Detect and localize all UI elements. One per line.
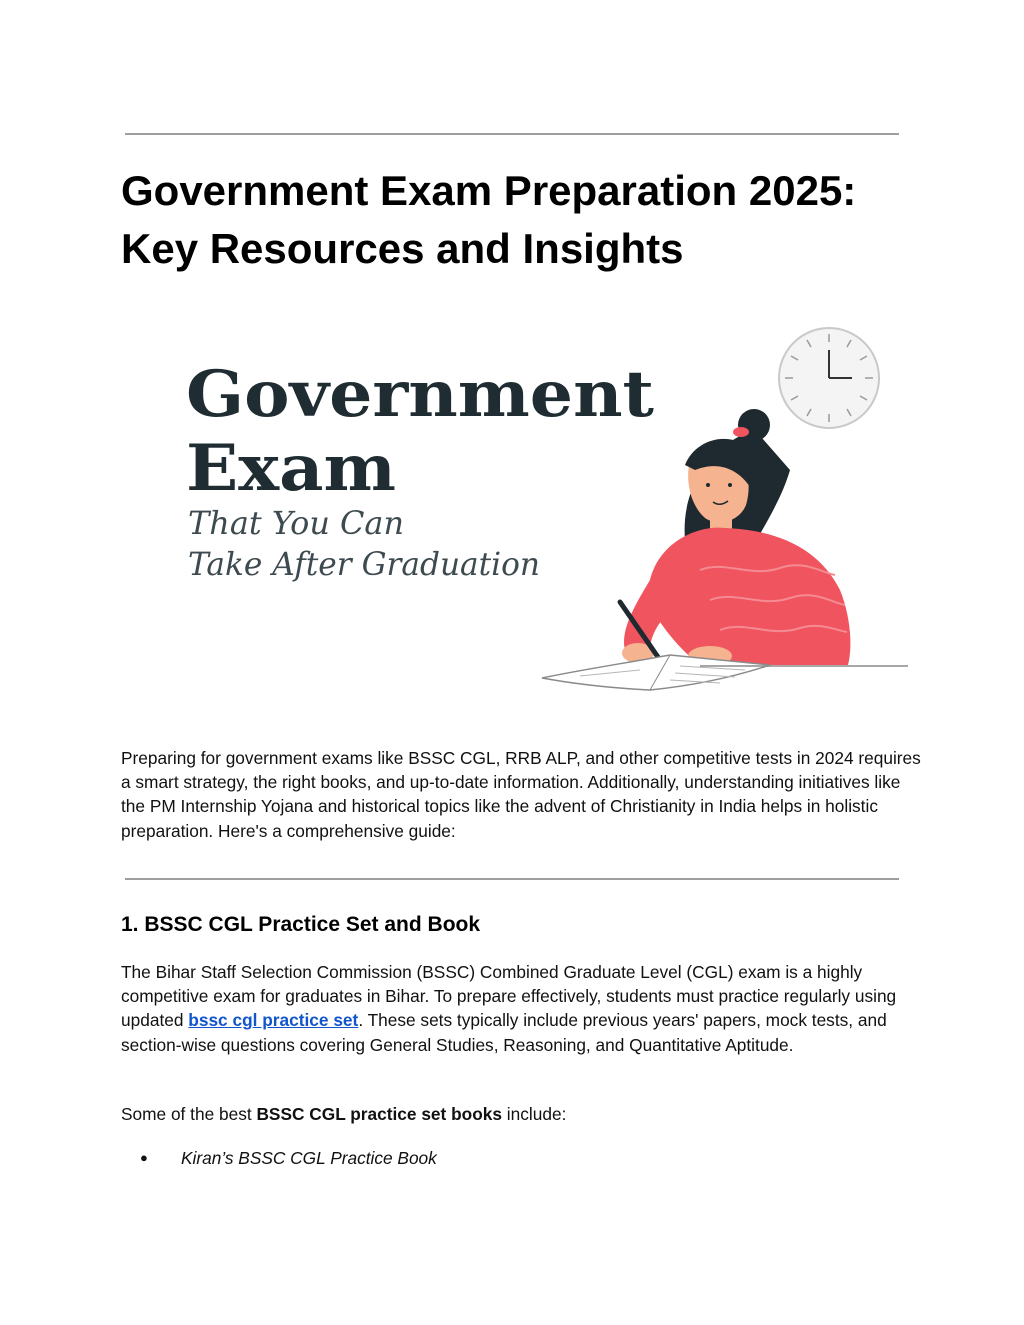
hero-subline-2: Take After Graduation [188, 545, 540, 583]
bssc-para-text-after-link: . These sets typically include previous years' papers, mock tests, and section-wise questions covering General Studies, Reasoning, and Quantitative Aptitude. [121, 1010, 887, 1055]
intro-paragraph: Preparing for government exams like BSSC CGL, RRB ALP, and other competitive tests in 2024 requires a smart strategy, the right books, and up-to-date information. Additionally, understanding initiatives like the PM Internship Yojana and historical topics like the advent of Christianity in India helps in holistic preparation. Here's a comprehensive guide: [121, 748, 921, 841]
hero-subline-1: That You Can [188, 504, 404, 542]
page-title-line-2: Key Resources and Insights [121, 225, 684, 272]
bssc-para-text-before-link: The Bihar Staff Selection Commission (BSSC) Combined Graduate Level (CGL) exam is a highly competitive exam for graduates in Bihar. To prepare effectively, students must practice regularly using updated [121, 962, 897, 1031]
page-title-line-1: Government Exam Preparation 2025: [121, 167, 857, 214]
horizontal-rule-middle [125, 878, 899, 880]
clock-icon [779, 328, 879, 428]
bullet-icon: ● [140, 1150, 148, 1165]
book-list [140, 1146, 437, 1170]
books-intro-paragraph [121, 1102, 921, 1126]
books-intro-text-before: Some of the best [121, 1104, 257, 1124]
books-intro-bold-text: BSSC CGL practice set books [256, 1104, 502, 1124]
hero-headline-line-2: Exam [186, 431, 396, 506]
book-title: Kiran’s BSSC CGL Practice Book [181, 1148, 437, 1168]
list-item [140, 1146, 437, 1170]
bssc-cgl-paragraph [121, 960, 921, 1057]
horizontal-rule-top [125, 133, 899, 135]
hero-illustration [180, 320, 910, 700]
bssc-cgl-practice-set-link[interactable]: bssc cgl practice set [188, 1010, 359, 1031]
student-writing-illustration [542, 409, 908, 690]
books-intro-text-after: include: [502, 1104, 567, 1124]
section-heading-bssc-cgl: 1. BSSC CGL Practice Set and Book [121, 913, 481, 936]
page-title [121, 162, 921, 278]
hero-headline-line-1: Government [186, 357, 655, 432]
